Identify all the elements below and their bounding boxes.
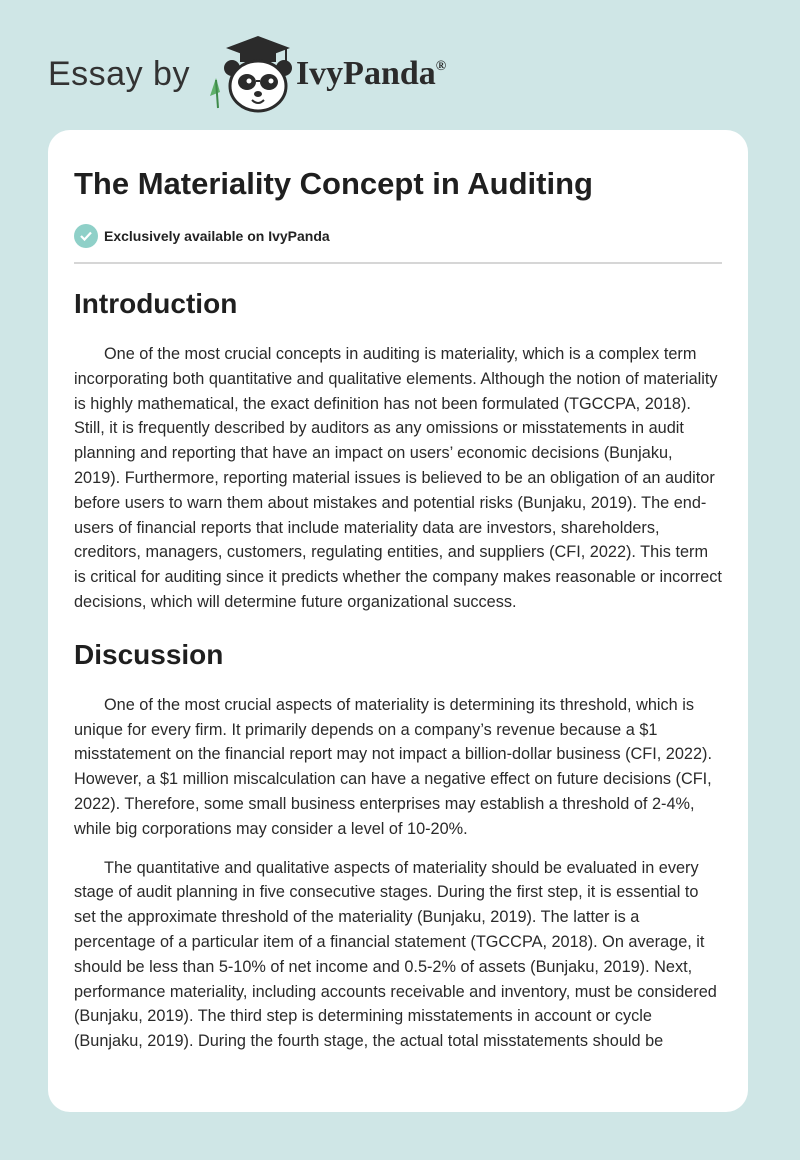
- section-heading-introduction: Introduction: [74, 288, 238, 319]
- page-title: The Materiality Concept in Auditing: [74, 166, 593, 201]
- exclusive-badge: [74, 224, 722, 248]
- paragraph: One of the most crucial concepts in auditing is materiality, which is a complex term incorporating both quantitative and qualitative elements. Although the notion of materiality is highly mathematical, the exact definition has not been formulated (TGCCPA, 2018). Still, it is frequently described by auditors as any omissions or misstatements in audit planning and reporting that have an impact on users’ economic decisions (Bunjaku, 2019). Furthermore, reporting material issues is believed to be an obligation of an auditor before users to warn them about mistakes and potential risks (Bunjaku, 2019). The end-users of financial reports that include materiality data are investors, shareholders, creditors, managers, customers, regulating entities, and suppliers (CFI, 2022). This term is critical for auditing since it predicts whether the company makes reasonable or incorrect decisions, which will determine future organizational success.: [74, 345, 722, 611]
- brand-name[interactable]: IvyPanda®: [295, 55, 447, 92]
- badge-label: Exclusively available on IvyPanda: [104, 228, 330, 244]
- trademark-symbol: ®: [435, 59, 447, 74]
- essay-card: [48, 130, 748, 1112]
- paragraph: One of the most crucial aspects of materiality is determining its threshold, which is unique for every firm. It primarily depends on a company’s revenue because a $1 misstatement on the financial report may not impact a billion-dollar business (CFI, 2022). However, a $1 million miscalculation can have a negative effect on future decisions (CFI, 2022). Therefore, some small business enterprises may establish a threshold of 2-4%, while big corporations may consider a level of 10-20%.: [74, 695, 712, 838]
- section-heading-discussion: Discussion: [74, 638, 224, 670]
- panda-logo-icon[interactable]: [202, 34, 294, 114]
- checkmark-icon: [74, 224, 98, 248]
- title-divider: [74, 262, 722, 264]
- essay-by-label: Essay by: [48, 54, 190, 93]
- site-header: [48, 34, 748, 114]
- paragraph: The quantitative and qualitative aspects of materiality should be evaluated in every stage of audit planning in five consecutive stages. During the first step, it is essential to set the approximate threshold of the materiality (Bunjaku, 2019). The latter is a percentage of a particular item of a financial statement (TGCCPA, 2018). On average, it should be less than 5-10% of net income and 0.5-2% of assets (Bunjaku, 2019). Next, performance materiality, including accounts receivable and inventory, must be considered (Bunjaku, 2019). The third step is determining misstatements in account or cycle (Bunjaku, 2019). During the fourth stage, the actual total misstatements should be: [74, 858, 717, 1051]
